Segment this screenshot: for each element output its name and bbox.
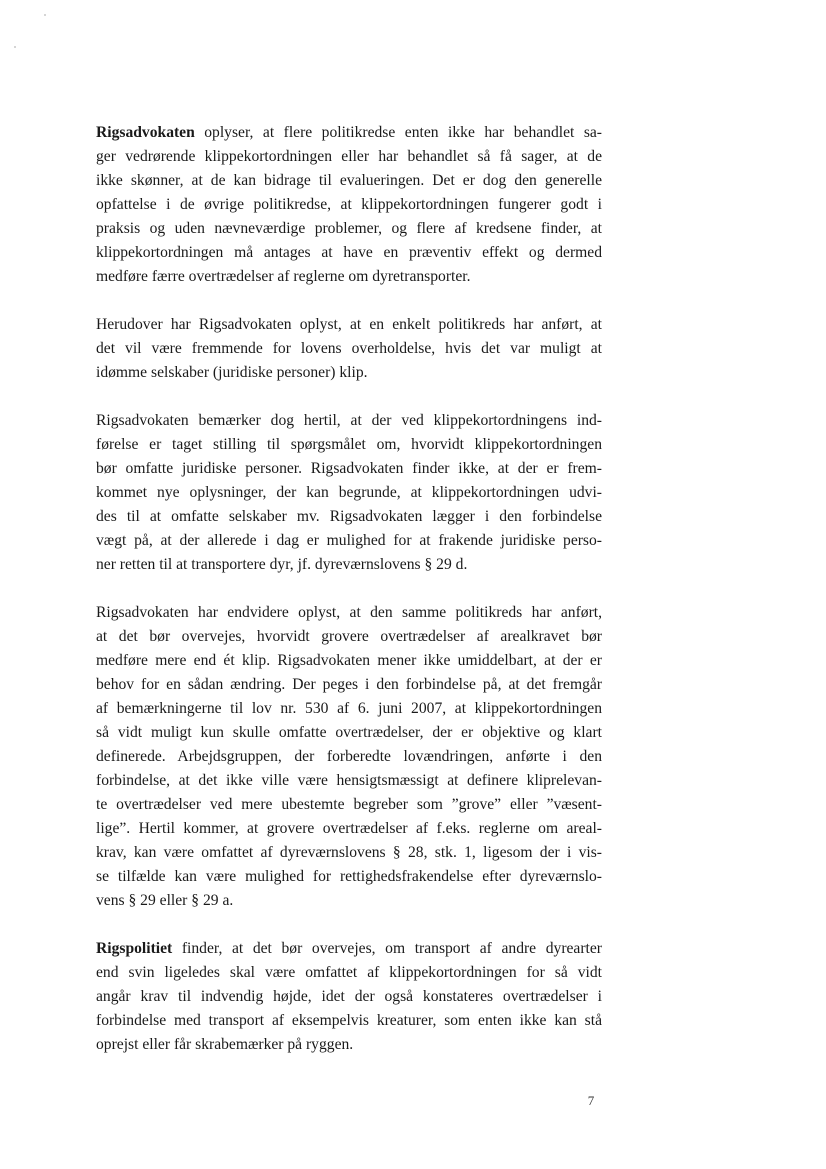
line-text: medføre færre overtrædelser af reglerne om dyretransporter. <box>96 268 471 285</box>
line-text: Rigsadvokaten har endvidere oplyst, at den samme politikreds har anført, <box>96 604 602 621</box>
text-line <box>96 745 602 769</box>
text-line <box>96 313 602 337</box>
line-text: vens § 29 eller § 29 a. <box>96 892 234 909</box>
line-text: forbindelse, at det ikke ville være hensigtsmæssigt at definere kliprelevan- <box>96 772 602 789</box>
line-text: ger vedrørende klippekortordningen eller har behandlet så få sager, at de <box>96 148 602 165</box>
text-line <box>96 937 602 961</box>
text-line <box>96 841 602 865</box>
line-text: bør omfatte juridiske personer. Rigsadvokaten finder ikke, at der er frem- <box>96 460 602 477</box>
text-line <box>96 769 602 793</box>
text-line <box>96 649 602 673</box>
text-line <box>96 361 602 385</box>
line-text: medføre mere end ét klip. Rigsadvokaten mener ikke umiddelbart, at der er <box>96 652 602 669</box>
line-text: lige”. Hertil kommer, at grovere overtrædelser af f.eks. reglerne om areal- <box>96 820 602 837</box>
paragraph-lead: Rigsadvokaten <box>96 124 195 141</box>
text-line <box>96 433 602 457</box>
text-line <box>96 529 602 553</box>
line-text: te overtrædelser ved mere ubestemte begreber som ”grove” eller ”væsent- <box>96 796 602 813</box>
text-line <box>96 1009 602 1033</box>
text-line <box>96 121 602 145</box>
line-text: opfattelse i de øvrige politikredse, at klippekortordningen fungerer godt i <box>96 196 602 213</box>
line-text: krav, kan være omfattet af dyreværnslovens § 28, stk. 1, ligesom der i vis- <box>96 844 602 861</box>
line-text: kommet nye oplysninger, der kan begrunde, at klippekortordningen udvi- <box>96 484 602 501</box>
text-line <box>96 793 602 817</box>
paragraph <box>96 601 602 913</box>
line-text: så vidt muligt kun skulle omfatte overtrædelser, der er objektive og klart <box>96 724 602 741</box>
line-text: det vil være fremmende for lovens overholdelse, hvis det var muligt at <box>96 340 602 357</box>
line-text: des til at omfatte selskaber mv. Rigsadvokaten lægger i den forbindelse <box>96 508 602 525</box>
text-line <box>96 961 602 985</box>
line-text: definerede. Arbejdsgruppen, der forberedte lovændringen, anførte i den <box>96 748 602 765</box>
line-text: at det bør overvejes, hvorvidt grovere overtrædelser af arealkravet bør <box>96 628 602 645</box>
text-line <box>96 265 602 289</box>
text-line <box>96 169 602 193</box>
line-text: klippekortordningen må antages at have en præventiv effekt og dermed <box>96 244 602 261</box>
scan-speck <box>44 14 46 16</box>
document-body <box>96 121 602 1057</box>
text-line <box>96 889 602 913</box>
line-text: Herudover har Rigsadvokaten oplyst, at en enkelt politikreds har anført, at <box>96 316 602 333</box>
paragraph <box>96 409 602 577</box>
line-text: angår krav til indvendig højde, idet der også konstateres overtrædelser i <box>96 988 602 1005</box>
text-line <box>96 697 602 721</box>
text-line <box>96 673 602 697</box>
paragraph <box>96 313 602 385</box>
paragraph <box>96 121 602 289</box>
text-line <box>96 985 602 1009</box>
line-text: ikke skønner, at de kan bidrage til evalueringen. Det er dog den generelle <box>96 172 602 189</box>
text-line <box>96 721 602 745</box>
text-line <box>96 817 602 841</box>
text-line <box>96 337 602 361</box>
line-text: ner retten til at transportere dyr, jf. dyreværnslovens § 29 d. <box>96 556 468 573</box>
line-text: vægt på, at der allerede i dag er mulighed for at frakende juridiske perso- <box>96 532 602 549</box>
line-text: praksis og uden nævneværdige problemer, og flere af kredsene finder, at <box>96 220 602 237</box>
page-number: 7 <box>587 1093 595 1108</box>
line-text: oprejst eller får skrabemærker på ryggen. <box>96 1036 354 1053</box>
text-line <box>96 145 602 169</box>
paragraph <box>96 937 602 1057</box>
line-text: Rigsadvokaten bemærker dog hertil, at der ved klippekortordningens ind- <box>96 412 602 429</box>
line-text: forbindelse med transport af eksempelvis kreaturer, som enten ikke kan stå <box>96 1012 602 1029</box>
text-line <box>96 505 602 529</box>
text-line <box>96 1033 602 1057</box>
line-text: finder, at det bør overvejes, om transport af andre dyrearter <box>172 940 602 957</box>
text-line <box>96 409 602 433</box>
text-line <box>96 625 602 649</box>
line-text: end svin ligeledes skal være omfattet af klippekortordningen for så vidt <box>96 964 602 981</box>
line-text: af bemærkningerne til lov nr. 530 af 6. juni 2007, at klippekortordningen <box>96 700 602 717</box>
line-text: idømme selskaber (juridiske personer) klip. <box>96 364 368 381</box>
text-line <box>96 865 602 889</box>
scan-speck <box>14 46 16 48</box>
text-line <box>96 553 602 577</box>
text-line <box>96 193 602 217</box>
text-line <box>96 457 602 481</box>
text-line <box>96 217 602 241</box>
line-text: se tilfælde kan være mulighed for rettighedsfrakendelse efter dyreværnslo- <box>96 868 602 885</box>
text-line <box>96 241 602 265</box>
line-text: oplyser, at flere politikredse enten ikke har behandlet sa- <box>194 124 602 141</box>
line-text: behov for en sådan ændring. Der peges i den forbindelse på, at det fremgår <box>96 676 602 693</box>
text-line <box>96 601 602 625</box>
line-text: førelse er taget stilling til spørgsmålet om, hvorvidt klippekortordningen <box>96 436 602 453</box>
text-line <box>96 481 602 505</box>
paragraph-lead: Rigspolitiet <box>96 940 173 957</box>
